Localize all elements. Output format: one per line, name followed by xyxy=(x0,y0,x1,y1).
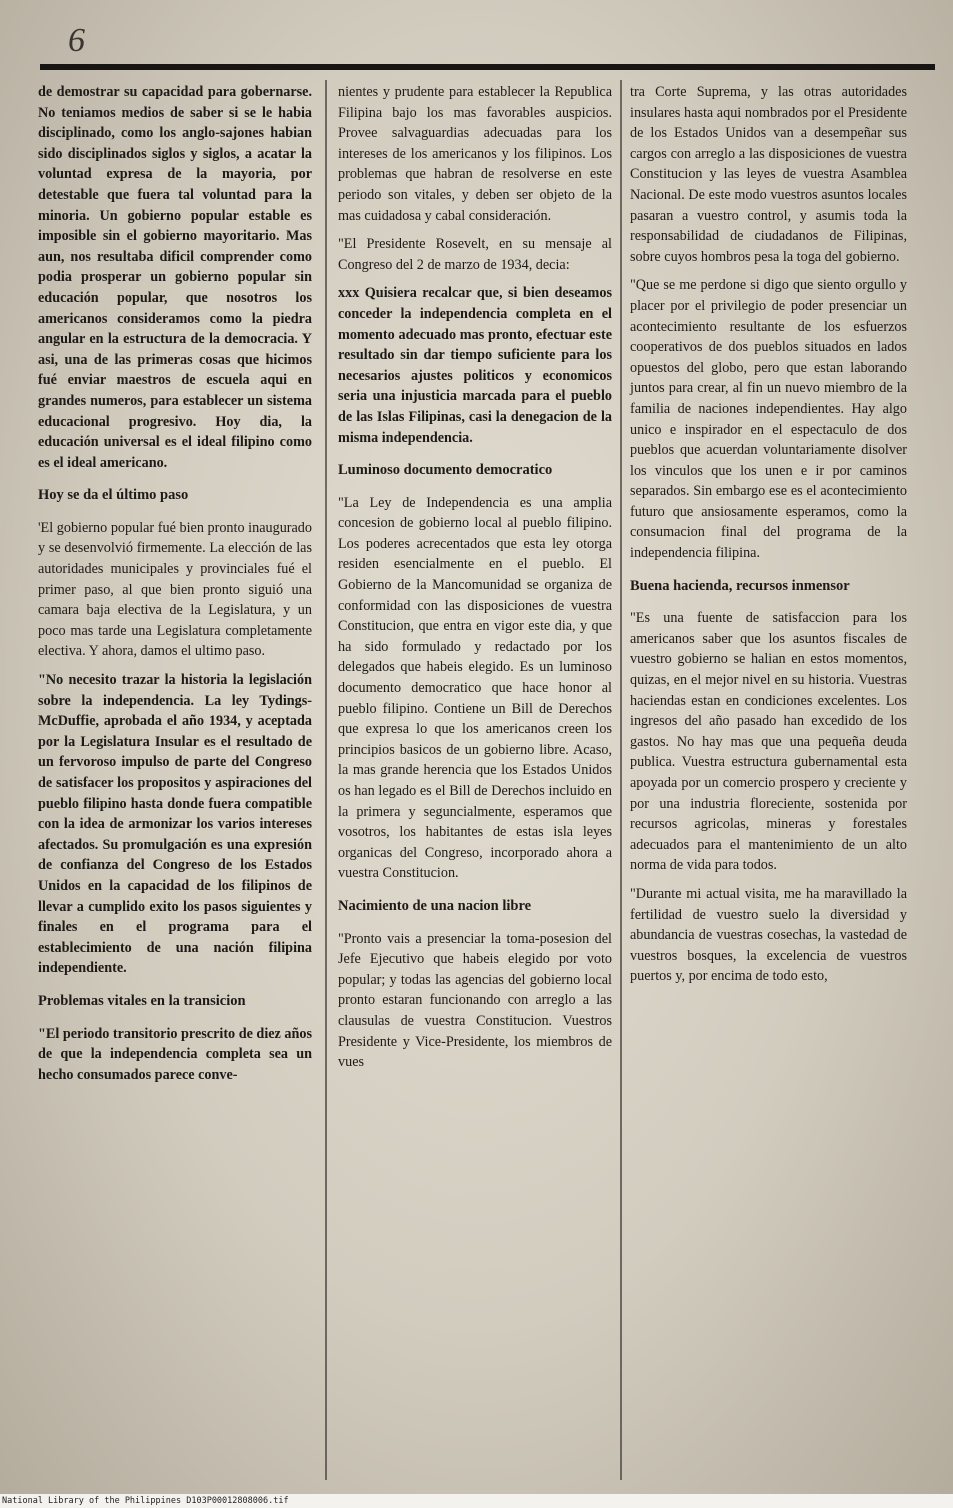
paragraph: nientes y prudente para establecer la Republica Filipina bajo los mas favorables auspicios. Provee salvaguardias adecuadas para los intereses de los americanos y los filipinos. Los problemas que habran de resolverse en este periodo son vitales, y deben ser objeto de la mas cuidadosa y cabal consideración. xyxy=(338,84,612,224)
section-heading: Luminoso documento democratico xyxy=(338,462,553,479)
column-1 xyxy=(38,82,312,1093)
scan-footer: National Library of the Philippines D103P00012808006.tif xyxy=(0,1494,953,1508)
paragraph: "La Ley de Independencia es una amplia concesion de gobierno local al pueblo filipino. Los poderes acrecentados que esta ley otorga residen esencialmente en el pueblo. El Gobierno de la Mancomunidad se organiza de conformidad con las disposiciones de vuestra Constitucion, que entra en vigor este dia, y que ha sido formulado y redactado por los delegados que habeis elegido. Es un luminoso documento democratico que hace honor al pueblo filipino. Contiene un Bill de Derechos que expresa lo que los americanos creen los principios basicos de un gobierno libre. Acaso, la mas grande herencia que los Estados Unidos os han legado es el Bill de Derechos incluido en la primera y seguncialmente, esperamos que vosotros, los habitantes de estas isla leyes organicas del Congreso, incorporado ahora a vuestra Constitucion. xyxy=(338,494,612,882)
paragraph: "Es una fuente de satisfaccion para los americanos saber que los asuntos fiscales de vuestro gobierno se halian en estos momentos, quizas, en el mejor nivel en su historia. Vuestras haciendas estan en condiciones excelentes. Los ingresos del año pasado han excedido de los gastos. No hay mas que una pequeña deuda publica. Vuestra estructura gubernamental esta apoyada por un comercio prospero y creciente y por una industria floreciente, sostenida por recursos agricolas, mineras y forestales adecuados para el mantenimiento de un alto norma de vida para todos. xyxy=(630,610,907,874)
quote-paragraph: xxx Quisiera recalcar que, si bien deseamos conceder la independencia completa en el momento adecuado mas pronto, efectuar este resultado sin dar tiempo suficiente para los necesarios ajustes politicos y economicos seria una injusticia marcada para el pueblo de las Islas Filipinas, casi la denegacion de la misma independencia. xyxy=(338,285,612,446)
page-number: 6 xyxy=(68,22,85,59)
section-heading: Problemas vitales en la transicion xyxy=(38,992,246,1009)
column-2 xyxy=(338,82,612,1081)
section-heading: Hoy se da el último paso xyxy=(38,487,189,504)
column-3 xyxy=(630,82,907,995)
section-heading: Buena hacienda, recursos inmensor xyxy=(630,577,850,594)
paragraph: "El periodo transitorio prescrito de diez años de que la independencia completa sea un hecho consumados parece conve- xyxy=(38,1025,313,1083)
paragraph: "Que se me perdone si digo que siento orgullo y placer por el privilegio de poder presenciar un acontecimiento resultante de los esfuerzos cooperativos de dos pueblos situados en lados opuestos del globo, pero que estan laborando juntos para crear, al fin un nuevo miembro de la familia de naciones independientes. Hay algo unico e inspirador en el espectaculo de dos pueblos que acuerdan voluntariamente disolver los vinculos que los unen e ir por caminos separados. Sin embargo ese es el acontecimiento futuro que ansiosamente esperamos, como la consumacion final del programa de la independencia filipina. xyxy=(630,277,907,562)
column-divider xyxy=(325,80,327,1480)
paragraph: tra Corte Suprema, y las otras autoridades insulares hasta aqui nombrados por el Presidente de los Estados Unidos van a desempeñar sus cargos con arreglo a las disposiciones de vuestra Constitucion y las leyes de vuestra Asamblea Nacional. De este modo vuestros asuntos locales pasaran a vuestro control, y asumis toda la responsabilidad de ciudadanos de Filipinas, sobre cuyos hombros pesa la toga del gobierno. xyxy=(630,84,907,265)
paragraph: de demostrar su capacidad para gobernarse. No teniamos medios de saber si se le habia disciplinado, como los anglo-sajones habian sido disciplinados siglos y siglos, a acatar la voluntad expresa de la mayoria, por detestable que fuera tal voluntad para la minoria. Un gobierno popular estable es imposible sin el gobierno mayoritario. Mas aun, nos resultaba dificil comprender como podia prosperar un gobierno popular sin educación popular, que nosotros los americanos consideramos como la piedra angular en la estructura de la democracia. Y asi, una de las primeras cosas que hicimos fué enviar maestros de escuela aqui en grandes numeros, para establecer un sistema educacional progresivo. Hoy dia, la educación universal es el ideal filipino como es el ideal americano. xyxy=(38,84,312,471)
paragraph: "Pronto vais a presenciar la toma-posesion del Jefe Ejecutivo que habeis elegido por voto popular; y todas las agencias del gobierno local pronto estaran funcionando con arreglo a las clausulas de vuestra Constitucion. Vuestros Presidente y Vice-Presidente, los miembros de vues xyxy=(338,930,612,1071)
header-rule xyxy=(40,64,935,70)
column-divider xyxy=(620,80,622,1480)
section-heading: Nacimiento de una nacion libre xyxy=(338,897,532,914)
paragraph: "No necesito trazar la historia la legislación sobre la independencia. La ley Tydings-McDuffie, aprobada el año 1934, y aceptada por la Legislatura Insular es el resultado de un fervoroso impulso de parte del Congreso de satisfacer los propositos y aspiraciones del pueblo filipino hasta donde fuera compatible con la idea de armonizar los varios intereses afectados. Su promulgación es una expresión de confianza del Congreso de los Estados Unidos en la capacidad de los filipinos de llevar a cumplido exito los pasos siguientes y finales en el programa para el establecimiento de una nación filipina independiente. xyxy=(38,672,312,977)
paragraph: "Durante mi actual visita, me ha maravillado la fertilidad de vuestro suelo la diversidad y abundancia de vuestras cosechas, la vastedad de vuestros bosques, la excelencia de vuestros puertos y, por encima de todo esto, xyxy=(630,885,907,985)
paragraph: 'El gobierno popular fué bien pronto inaugurado y se desenvolvió firmemente. La elección de las autoridades municipales y provinciales fué el primer paso, al que bien pronto siguió una camara baja electiva de la Legislatura, y un poco mas tarde una Legislatura completamente electiva. Y ahora, damos el ultimo paso. xyxy=(38,519,312,660)
paragraph: "El Presidente Rosevelt, en su mensaje al Congreso del 2 de marzo de 1934, decia: xyxy=(338,236,612,273)
